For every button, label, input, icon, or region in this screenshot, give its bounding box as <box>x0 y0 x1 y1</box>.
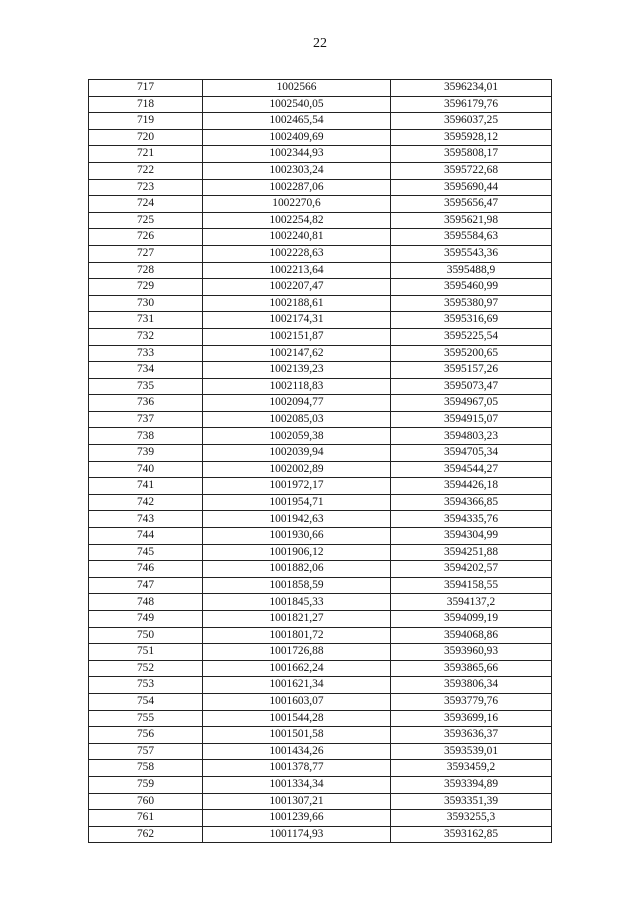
point-number-cell: 737 <box>89 411 203 428</box>
point-number-cell: 756 <box>89 727 203 744</box>
point-number-cell: 719 <box>89 113 203 130</box>
table-row <box>89 693 552 710</box>
point-number-cell: 748 <box>89 594 203 611</box>
y-coordinate-cell: 3594251,88 <box>391 544 552 561</box>
point-number-cell: 747 <box>89 577 203 594</box>
x-coordinate-cell: 1001882,06 <box>203 561 391 578</box>
x-coordinate-cell: 1001821,27 <box>203 611 391 628</box>
x-coordinate-cell: 1002254,82 <box>203 212 391 229</box>
point-number-cell: 744 <box>89 528 203 545</box>
point-number-cell: 727 <box>89 245 203 262</box>
table-row <box>89 478 552 495</box>
x-coordinate-cell: 1002207,47 <box>203 279 391 296</box>
x-coordinate-cell: 1001801,72 <box>203 627 391 644</box>
point-number-cell: 730 <box>89 295 203 312</box>
table-row <box>89 760 552 777</box>
y-coordinate-cell: 3593865,66 <box>391 660 552 677</box>
x-coordinate-cell: 1001930,66 <box>203 528 391 545</box>
y-coordinate-cell: 3595225,54 <box>391 328 552 345</box>
point-number-cell: 721 <box>89 146 203 163</box>
y-coordinate-cell: 3594544,27 <box>391 461 552 478</box>
x-coordinate-cell: 1001501,58 <box>203 727 391 744</box>
point-number-cell: 759 <box>89 776 203 793</box>
y-coordinate-cell: 3594967,05 <box>391 395 552 412</box>
point-number-cell: 754 <box>89 693 203 710</box>
point-number-cell: 758 <box>89 760 203 777</box>
y-coordinate-cell: 3595073,47 <box>391 378 552 395</box>
table-row <box>89 577 552 594</box>
y-coordinate-cell: 3596234,01 <box>391 80 552 97</box>
x-coordinate-cell: 1001954,71 <box>203 494 391 511</box>
table-row <box>89 445 552 462</box>
y-coordinate-cell: 3593636,37 <box>391 727 552 744</box>
point-number-cell: 723 <box>89 179 203 196</box>
point-number-cell: 717 <box>89 80 203 97</box>
point-number-cell: 731 <box>89 312 203 329</box>
point-number-cell: 718 <box>89 96 203 113</box>
y-coordinate-cell: 3595460,99 <box>391 279 552 296</box>
x-coordinate-cell: 1002240,81 <box>203 229 391 246</box>
y-coordinate-cell: 3593699,16 <box>391 710 552 727</box>
table-row <box>89 544 552 561</box>
x-coordinate-cell: 1002085,03 <box>203 411 391 428</box>
x-coordinate-cell: 1002059,38 <box>203 428 391 445</box>
y-coordinate-cell: 3594068,86 <box>391 627 552 644</box>
point-number-cell: 740 <box>89 461 203 478</box>
y-coordinate-cell: 3595543,36 <box>391 245 552 262</box>
y-coordinate-cell: 3595157,26 <box>391 362 552 379</box>
table-row <box>89 743 552 760</box>
y-coordinate-cell: 3595722,68 <box>391 162 552 179</box>
x-coordinate-cell: 1002147,62 <box>203 345 391 362</box>
point-number-cell: 743 <box>89 511 203 528</box>
y-coordinate-cell: 3596037,25 <box>391 113 552 130</box>
x-coordinate-cell: 1002118,83 <box>203 378 391 395</box>
y-coordinate-cell: 3595316,69 <box>391 312 552 329</box>
point-number-cell: 745 <box>89 544 203 561</box>
table-row <box>89 212 552 229</box>
table-row <box>89 627 552 644</box>
x-coordinate-cell: 1002228,63 <box>203 245 391 262</box>
y-coordinate-cell: 3595808,17 <box>391 146 552 163</box>
page-number: 22 <box>313 36 327 51</box>
y-coordinate-cell: 3593539,01 <box>391 743 552 760</box>
x-coordinate-cell: 1001378,77 <box>203 760 391 777</box>
point-number-cell: 735 <box>89 378 203 395</box>
table-row <box>89 378 552 395</box>
table-row <box>89 677 552 694</box>
point-number-cell: 725 <box>89 212 203 229</box>
table-row <box>89 196 552 213</box>
table-row <box>89 362 552 379</box>
point-number-cell: 760 <box>89 793 203 810</box>
y-coordinate-cell: 3595584,63 <box>391 229 552 246</box>
table-row <box>89 328 552 345</box>
x-coordinate-cell: 1001662,24 <box>203 660 391 677</box>
x-coordinate-cell: 1001942,63 <box>203 511 391 528</box>
y-coordinate-cell: 3594335,76 <box>391 511 552 528</box>
x-coordinate-cell: 1001621,34 <box>203 677 391 694</box>
y-coordinate-cell: 3596179,76 <box>391 96 552 113</box>
x-coordinate-cell: 1002409,69 <box>203 129 391 146</box>
point-number-cell: 762 <box>89 826 203 843</box>
point-number-cell: 720 <box>89 129 203 146</box>
point-number-cell: 728 <box>89 262 203 279</box>
x-coordinate-cell: 1002540,05 <box>203 96 391 113</box>
x-coordinate-cell: 1002139,23 <box>203 362 391 379</box>
table-row <box>89 710 552 727</box>
x-coordinate-cell: 1002039,94 <box>203 445 391 462</box>
y-coordinate-cell: 3595200,65 <box>391 345 552 362</box>
y-coordinate-cell: 3593459,2 <box>391 760 552 777</box>
point-number-cell: 739 <box>89 445 203 462</box>
x-coordinate-cell: 1002094,77 <box>203 395 391 412</box>
table-row <box>89 129 552 146</box>
point-number-cell: 722 <box>89 162 203 179</box>
table-row <box>89 80 552 97</box>
coordinate-table-body <box>89 80 552 843</box>
table-row <box>89 345 552 362</box>
point-number-cell: 741 <box>89 478 203 495</box>
coordinate-table <box>88 79 552 843</box>
table-row <box>89 162 552 179</box>
y-coordinate-cell: 3595656,47 <box>391 196 552 213</box>
table-row <box>89 279 552 296</box>
x-coordinate-cell: 1002344,93 <box>203 146 391 163</box>
x-coordinate-cell: 1001174,93 <box>203 826 391 843</box>
table-row <box>89 776 552 793</box>
y-coordinate-cell: 3593255,3 <box>391 810 552 827</box>
point-number-cell: 753 <box>89 677 203 694</box>
table-row <box>89 660 552 677</box>
y-coordinate-cell: 3594137,2 <box>391 594 552 611</box>
table-row <box>89 494 552 511</box>
y-coordinate-cell: 3594366,85 <box>391 494 552 511</box>
x-coordinate-cell: 1001239,66 <box>203 810 391 827</box>
x-coordinate-cell: 1001334,34 <box>203 776 391 793</box>
x-coordinate-cell: 1002151,87 <box>203 328 391 345</box>
point-number-cell: 734 <box>89 362 203 379</box>
table-row <box>89 312 552 329</box>
x-coordinate-cell: 1002566 <box>203 80 391 97</box>
table-row <box>89 262 552 279</box>
y-coordinate-cell: 3594158,55 <box>391 577 552 594</box>
y-coordinate-cell: 3594202,57 <box>391 561 552 578</box>
x-coordinate-cell: 1001603,07 <box>203 693 391 710</box>
y-coordinate-cell: 3595690,44 <box>391 179 552 196</box>
x-coordinate-cell: 1001434,26 <box>203 743 391 760</box>
y-coordinate-cell: 3593162,85 <box>391 826 552 843</box>
x-coordinate-cell: 1001544,28 <box>203 710 391 727</box>
x-coordinate-cell: 1002213,64 <box>203 262 391 279</box>
table-row <box>89 113 552 130</box>
y-coordinate-cell: 3593351,39 <box>391 793 552 810</box>
x-coordinate-cell: 1002002,89 <box>203 461 391 478</box>
y-coordinate-cell: 3593960,93 <box>391 644 552 661</box>
x-coordinate-cell: 1001858,59 <box>203 577 391 594</box>
point-number-cell: 755 <box>89 710 203 727</box>
x-coordinate-cell: 1002270,6 <box>203 196 391 213</box>
point-number-cell: 726 <box>89 229 203 246</box>
table-row <box>89 428 552 445</box>
point-number-cell: 750 <box>89 627 203 644</box>
x-coordinate-cell: 1002303,24 <box>203 162 391 179</box>
table-row <box>89 179 552 196</box>
table-row <box>89 528 552 545</box>
table-row <box>89 511 552 528</box>
table-row <box>89 146 552 163</box>
point-number-cell: 752 <box>89 660 203 677</box>
y-coordinate-cell: 3595928,12 <box>391 129 552 146</box>
y-coordinate-cell: 3594426,18 <box>391 478 552 495</box>
x-coordinate-cell: 1002188,61 <box>203 295 391 312</box>
point-number-cell: 733 <box>89 345 203 362</box>
y-coordinate-cell: 3593779,76 <box>391 693 552 710</box>
x-coordinate-cell: 1001307,21 <box>203 793 391 810</box>
table-row <box>89 826 552 843</box>
y-coordinate-cell: 3595380,97 <box>391 295 552 312</box>
y-coordinate-cell: 3594803,23 <box>391 428 552 445</box>
table-row <box>89 644 552 661</box>
x-coordinate-cell: 1001845,33 <box>203 594 391 611</box>
point-number-cell: 729 <box>89 279 203 296</box>
table-row <box>89 411 552 428</box>
y-coordinate-cell: 3593394,89 <box>391 776 552 793</box>
table-row <box>89 245 552 262</box>
x-coordinate-cell: 1001972,17 <box>203 478 391 495</box>
y-coordinate-cell: 3594915,07 <box>391 411 552 428</box>
point-number-cell: 742 <box>89 494 203 511</box>
table-row <box>89 295 552 312</box>
table-row <box>89 727 552 744</box>
table-row <box>89 793 552 810</box>
y-coordinate-cell: 3595621,98 <box>391 212 552 229</box>
point-number-cell: 746 <box>89 561 203 578</box>
point-number-cell: 736 <box>89 395 203 412</box>
y-coordinate-cell: 3594304,99 <box>391 528 552 545</box>
table-row <box>89 229 552 246</box>
point-number-cell: 724 <box>89 196 203 213</box>
point-number-cell: 757 <box>89 743 203 760</box>
table-row <box>89 561 552 578</box>
y-coordinate-cell: 3595488,9 <box>391 262 552 279</box>
table-row <box>89 594 552 611</box>
table-row <box>89 395 552 412</box>
y-coordinate-cell: 3594099,19 <box>391 611 552 628</box>
table-row <box>89 810 552 827</box>
point-number-cell: 738 <box>89 428 203 445</box>
x-coordinate-cell: 1002465,54 <box>203 113 391 130</box>
table-row <box>89 96 552 113</box>
table-row <box>89 461 552 478</box>
x-coordinate-cell: 1001906,12 <box>203 544 391 561</box>
x-coordinate-cell: 1002287,06 <box>203 179 391 196</box>
y-coordinate-cell: 3594705,34 <box>391 445 552 462</box>
table-row <box>89 611 552 628</box>
y-coordinate-cell: 3593806,34 <box>391 677 552 694</box>
point-number-cell: 749 <box>89 611 203 628</box>
x-coordinate-cell: 1002174,31 <box>203 312 391 329</box>
point-number-cell: 761 <box>89 810 203 827</box>
point-number-cell: 751 <box>89 644 203 661</box>
x-coordinate-cell: 1001726,88 <box>203 644 391 661</box>
point-number-cell: 732 <box>89 328 203 345</box>
